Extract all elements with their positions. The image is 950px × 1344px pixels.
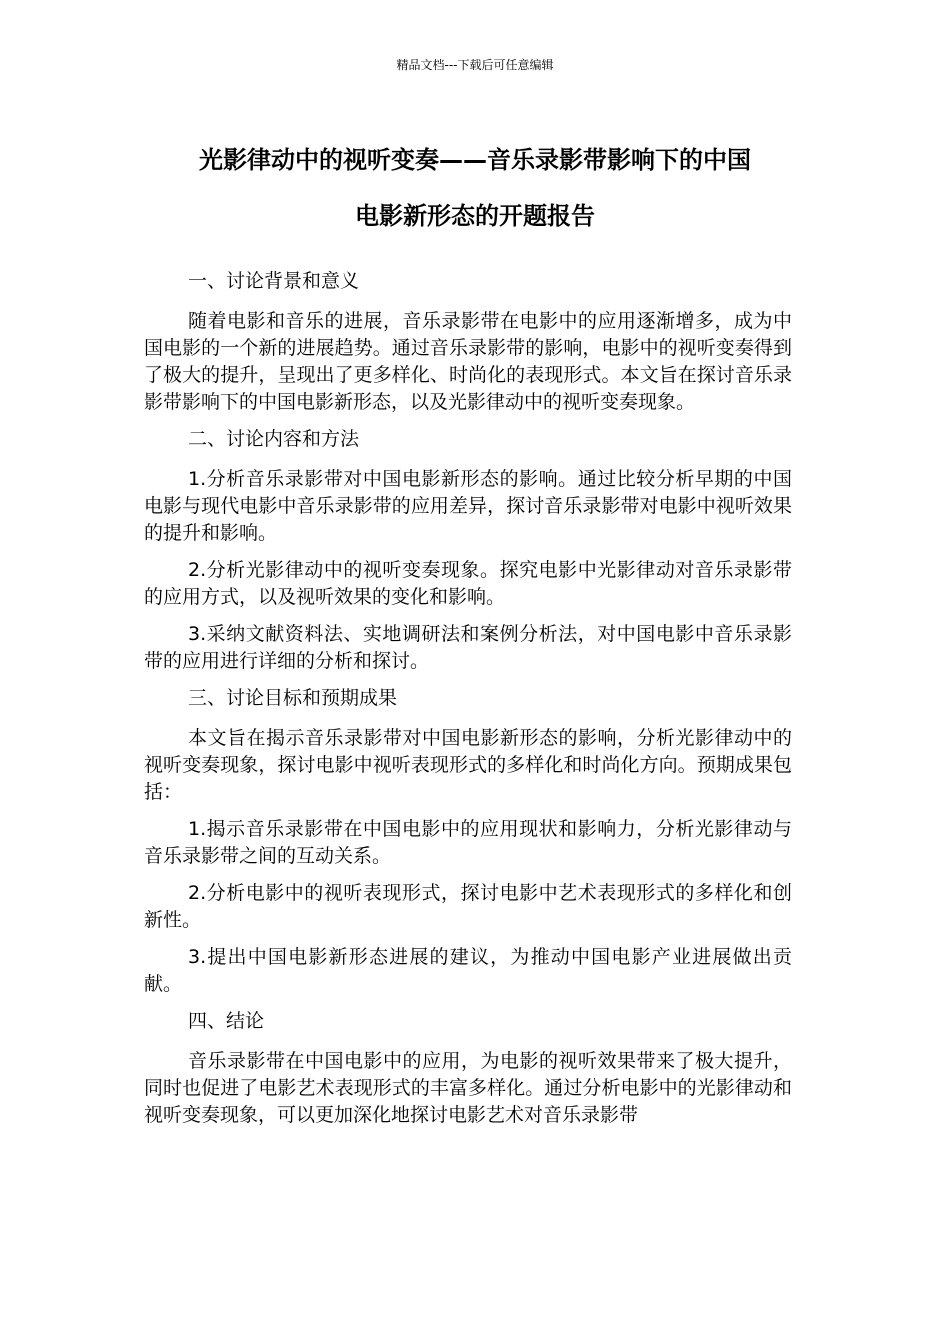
paragraph: 本文旨在揭示音乐录影带对中国电影新形态的影响，分析光影律动中的视听变奏现象，探讨电影中视听表现形式的多样化和时尚化方向。预期成果包括：: [144, 727, 792, 803]
document-body: [144, 268, 792, 1139]
paragraph: 1.分析音乐录影带对中国电影新形态的影响。通过比较分析早期的中国电影与现代电影中音乐录影带的应用差异，探讨音乐录影带对电影中视听效果的提升和影响。: [144, 468, 792, 544]
title-line-2: 电影新形态的开题报告: [355, 202, 595, 230]
paragraph: 1.揭示音乐录影带在中国电影中的应用现状和影响力，分析光影律动与音乐录影带之间的互动关系。: [144, 818, 792, 867]
document-title: [130, 132, 820, 244]
paragraph: 2.分析光影律动中的视听变奏现象。探究电影中光影律动对音乐录影带的应用方式，以及视听效果的变化和影响。: [144, 559, 792, 608]
section-heading-conclusion: 四、结论: [188, 1010, 265, 1032]
paragraph: 随着电影和音乐的进展，音乐录影带在电影中的应用逐渐增多，成为中国电影的一个新的进展趋势。通过音乐录影带的影响，电影中的视听变奏得到了极大的提升，呈现出了更多样化、时尚化的表现形式。本文旨在探讨音乐录影带影响下的中国电影新形态，以及光影律动中的视听变奏现象。: [144, 310, 792, 413]
paragraph: 音乐录影带在中国电影中的应用，为电影的视听效果带来了极大提升，同时也促进了电影艺术表现形式的丰富多样化。通过分析电影中的光影律动和视听变奏现象，可以更加深化地探讨电影艺术对音乐录影带: [144, 1050, 792, 1126]
paragraph: 3.采纳文献资料法、实地调研法和案例分析法，对中国电影中音乐录影带的应用进行详细的分析和探讨。: [144, 623, 792, 672]
paragraph: 2.分析电影中的视听表现形式，探讨电影中艺术表现形式的多样化和创新性。: [144, 882, 792, 931]
title-line-1: 光影律动中的视听变奏——音乐录影带影响下的中国: [199, 146, 751, 174]
section-heading-goals: 三、讨论目标和预期成果: [188, 687, 398, 709]
section-heading-content-methods: 二、讨论内容和方法: [188, 428, 360, 450]
paragraph: 3.提出中国电影新形态进展的建议，为推动中国电影产业进展做出贡献。: [144, 946, 792, 995]
section-heading-background: 一、讨论背景和意义: [188, 270, 360, 292]
page-header-watermark: 精品文档---下载后可任意编辑: [396, 58, 554, 72]
